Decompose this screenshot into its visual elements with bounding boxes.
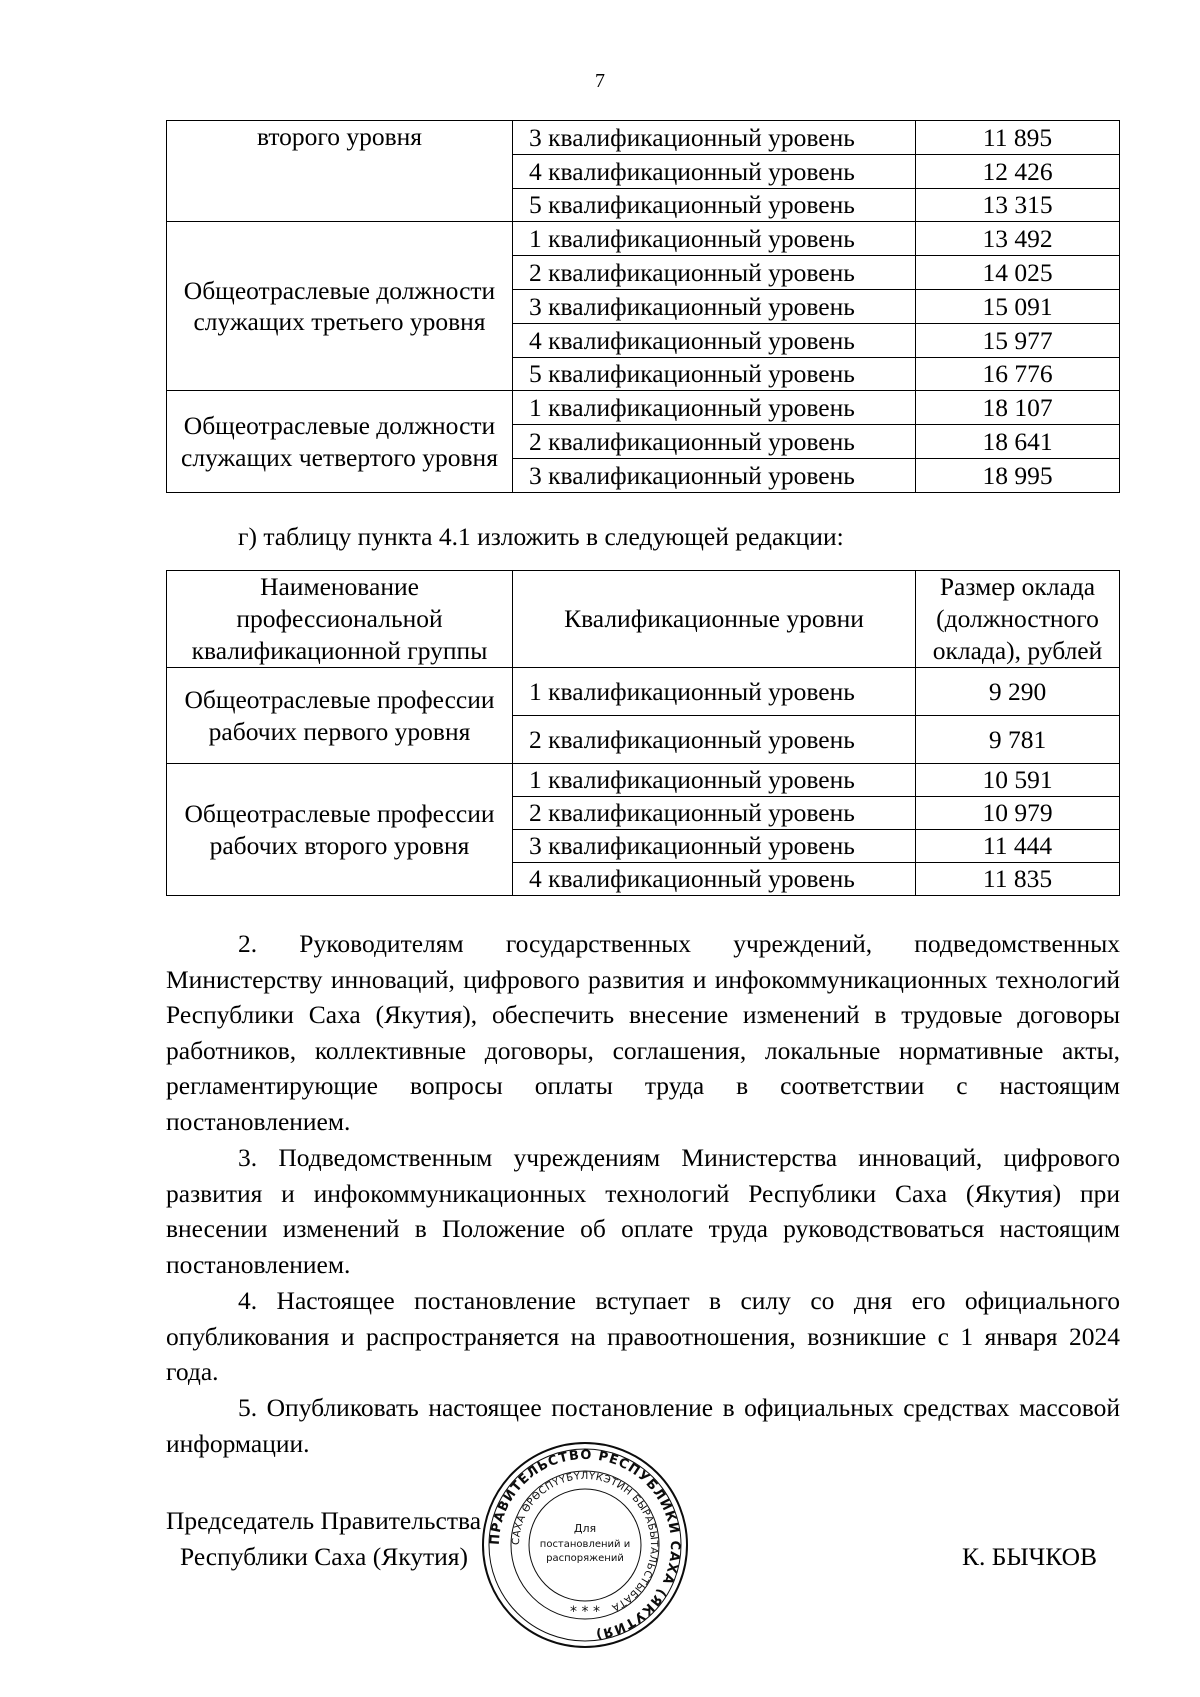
salary-cell: 14 025	[916, 256, 1120, 290]
header-group: Наименование профессиональной квалификационной группы	[167, 571, 513, 668]
level-cell: 5 квалификационный уровень	[513, 188, 916, 222]
group-name: второго уровня	[167, 121, 513, 222]
level-cell: 3 квалификационный уровень	[513, 121, 916, 155]
salary-cell: 13 315	[916, 188, 1120, 222]
salary-cell: 15 977	[916, 323, 1120, 357]
salary-cell: 11 895	[916, 121, 1120, 155]
level-cell: 1 квалификационный уровень	[513, 391, 916, 425]
salary-cell: 9 781	[916, 716, 1120, 764]
level-cell: 2 квалификационный уровень	[513, 797, 916, 830]
salary-cell: 11 835	[916, 863, 1120, 896]
paragraph-5: 5. Опубликовать настоящее постановление в официальных средствах массовой информации.	[166, 1393, 1120, 1458]
table-row	[167, 391, 1120, 425]
level-cell: 4 квалификационный уровень	[513, 154, 916, 188]
paragraph-2: 2. Руководителям государственных учреждений, подведомственных Министерству инноваций, цифрового развития и инфокоммуникационных технологий Республики Саха (Якутия), обеспечить внесение изменений в трудовые договоры работников, коллективные договоры, соглашения, локальные нормативные акты, регламентирующие вопросы оплаты труда в соответствии с настоящим постановлением.	[166, 929, 1120, 1136]
salary-cell: 11 444	[916, 830, 1120, 863]
level-cell: 3 квалификационный уровень	[513, 830, 916, 863]
group-name: Общеотраслевые профессии рабочих первого уровня	[167, 668, 513, 764]
page-number: 7	[595, 70, 605, 92]
level-cell: 2 квалификационный уровень	[513, 716, 916, 764]
seal-stars-icon: * * *	[570, 1604, 600, 1620]
header-salary: Размер оклада (должностного оклада), рублей	[916, 571, 1120, 668]
seal-outer-text: ПРАВИТЕЛЬСТВО РЕСПУБЛИКИ САХА (ЯКУТИЯ)	[487, 1447, 683, 1642]
salary-cell: 15 091	[916, 289, 1120, 323]
level-cell: 3 квалификационный уровень	[513, 458, 916, 492]
salary-table-4-1	[166, 570, 1120, 896]
salary-cell: 10 591	[916, 764, 1120, 797]
paragraph-4: 4. Настоящее постановление вступает в силу со дня его официального опубликования и распространяется на правоотношения, возникшие с 1 января 2024 года.	[166, 1286, 1120, 1386]
group-name: Общеотраслевые должности служащих четвертого уровня	[167, 391, 513, 492]
level-cell: 1 квалификационный уровень	[513, 764, 916, 797]
header-levels: Квалификационные уровни	[513, 571, 916, 668]
table-row	[167, 764, 1120, 797]
salary-cell: 9 290	[916, 668, 1120, 716]
salary-table-continued	[166, 120, 1120, 493]
paragraph-3: 3. Подведомственным учреждениям Министерства инноваций, цифрового развития и инфокоммуникационных технологий Республики Саха (Якутия) при внесении изменений в Положение об оплате труда руководствоваться настоящим постановлением.	[166, 1143, 1120, 1279]
level-cell: 4 квалификационный уровень	[513, 863, 916, 896]
level-cell: 2 квалификационный уровень	[513, 256, 916, 290]
group-name: Общеотраслевые профессии рабочих второго уровня	[167, 764, 513, 896]
salary-cell: 12 426	[916, 154, 1120, 188]
seal-center-line2: постановлений и	[539, 1539, 631, 1550]
level-cell: 5 квалификационный уровень	[513, 357, 916, 391]
level-cell: 4 квалификационный уровень	[513, 323, 916, 357]
group-name: Общеотраслевые должности служащих третьего уровня	[167, 222, 513, 391]
level-cell: 1 квалификационный уровень	[513, 222, 916, 256]
salary-cell: 18 107	[916, 391, 1120, 425]
salary-cell: 16 776	[916, 357, 1120, 391]
salary-cell: 18 995	[916, 458, 1120, 492]
intro-paragraph: г) таблицу пункта 4.1 изложить в следующей редакции:	[238, 522, 844, 551]
table-row	[167, 121, 1120, 155]
level-cell: 1 квалификационный уровень	[513, 668, 916, 716]
signatory-name: К. БЫЧКОВ	[962, 1542, 1098, 1571]
seal-inner-text: САХА ӨРӨСПҮҮБҮЛҮКЭТИН БЫРАБЫТАЛЬСТЫБАТА	[510, 1470, 660, 1614]
signatory-title-line2: Республики Саха (Якутия)	[180, 1542, 469, 1571]
level-cell: 2 квалификационный уровень	[513, 425, 916, 459]
salary-cell: 13 492	[916, 222, 1120, 256]
seal-center-line3: распоряжений	[546, 1553, 624, 1564]
salary-cell: 10 979	[916, 797, 1120, 830]
table-row	[167, 668, 1120, 716]
level-cell: 3 квалификационный уровень	[513, 289, 916, 323]
table-header-row	[167, 571, 1120, 668]
table-row	[167, 222, 1120, 256]
salary-cell: 18 641	[916, 425, 1120, 459]
official-seal-icon	[480, 1440, 690, 1650]
seal-center-line1: Для	[573, 1522, 597, 1535]
signatory-title-line1: Председатель Правительства	[166, 1506, 482, 1535]
